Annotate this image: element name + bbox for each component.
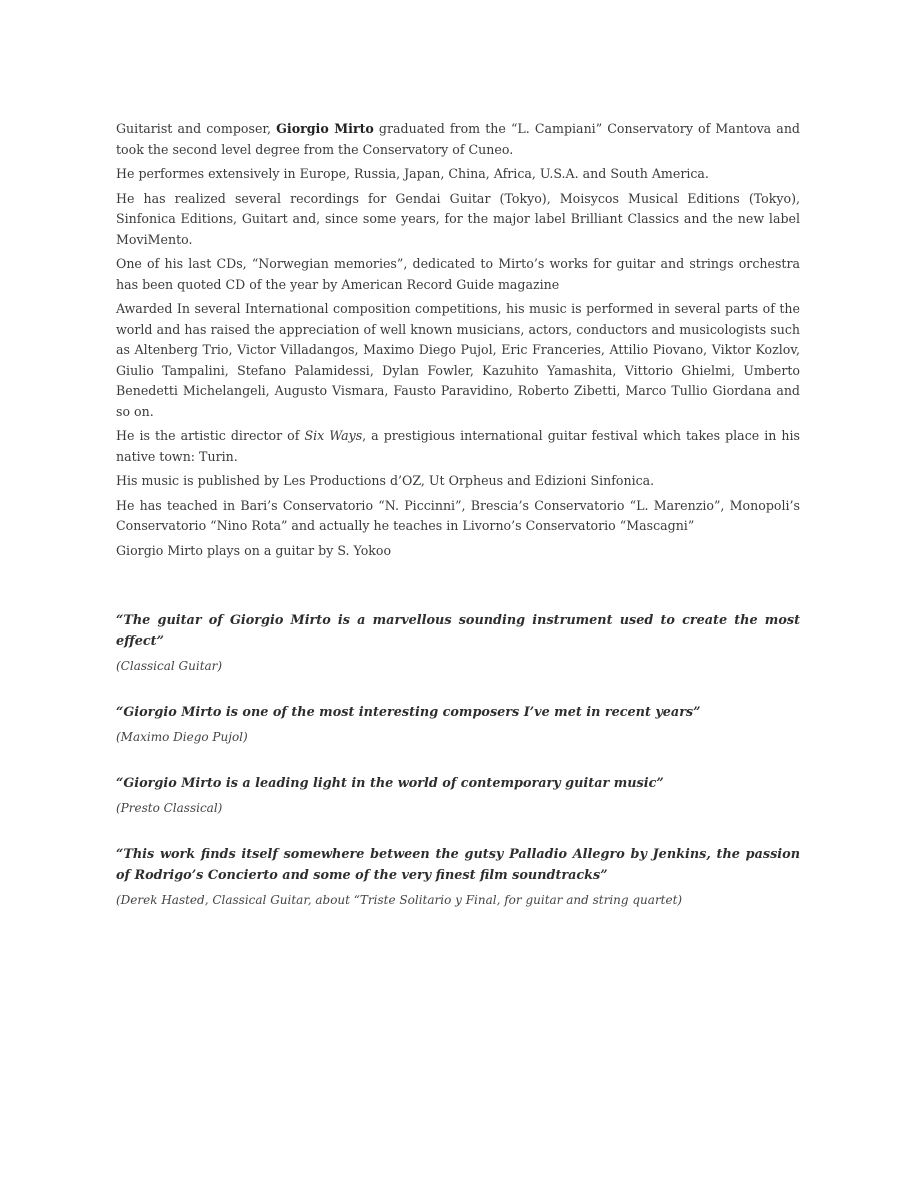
- quote-text: “The guitar of Giorgio Mirto is a marvellous sounding instrument used to create the most effect”: [116, 613, 800, 649]
- quote-text: “Giorgio Mirto is one of the most interesting composers I’ve met in recent years”: [116, 705, 701, 720]
- bio-paragraph-performances: He performes extensively in Europe, Russia, Japan, China, Africa, U.S.A. and South America.: [116, 166, 709, 181]
- bio-paragraph-awards: Awarded In several International composition competitions, his music is performed in several parts of the world and has raised the appreciation of well known musicians, actors, conductors and musicologists such as Altenberg Trio, Victor Villadangos, Maximo Diego Pujol, Eric Franceries, Attilio Piovano, Viktor Kozlov, Giulio Tampalini, Stefano Palamidessi, Dylan Fowler, Kazuhito Yamashita, Vittorio Ghielmi, Umberto Benedetti Michelangeli, Augusto Vismara, Fausto Paravidino, Roberto Zibetti, Marco Tullio Giordana and so on.: [116, 301, 800, 419]
- quote-source: (Maximo Diego Pujol): [116, 730, 248, 744]
- artist-name: Giorgio Mirto: [276, 121, 374, 136]
- bio-paragraph-festival: He is the artistic director of Six Ways, a prestigious international guitar festival which takes place in his native town: Turin.: [116, 428, 800, 464]
- quote-block: [116, 773, 800, 818]
- press-quotes-section: [116, 610, 800, 936]
- bio-paragraph-publishers: His music is published by Les Productions d’OZ, Ut Orpheus and Edizioni Sinfonica.: [116, 473, 655, 488]
- quote-source: (Presto Classical): [116, 801, 223, 815]
- quote-source: (Classical Guitar): [116, 659, 223, 673]
- bio-paragraph-recordings: He has realized several recordings for Gendai Guitar (Tokyo), Moisycos Musical Editions (Tokyo), Sinfonica Editions, Guitart and, since some years, for the major label Brilliant Classics and the new label MoviMento.: [116, 190, 800, 247]
- quote-text: “This work finds itself somewhere between the gutsy Palladio Allegro by Jenkins, the passion of Rodrigo’s Concierto and some of the very finest film soundtracks”: [116, 847, 800, 883]
- bio-paragraph-teaching: He has teached in Bari’s Conservatorio “N. Piccinni”, Brescia’s Conservatorio “L. Marenzio”, Monopoli’s Conservatorio “Nino Rota” and actually he teaches in Livorno’s Conservatorio “Mascagni”: [116, 497, 800, 533]
- quote-source: (Derek Hasted, Classical Guitar, about “Triste Solitario y Final, for guitar and string quartet): [116, 893, 683, 907]
- bio-paragraph-cd: One of his last CDs, “Norwegian memories”, dedicated to Mirto’s works for guitar and strings orchestra has been quoted CD of the year by American Record Guide magazine: [116, 256, 800, 292]
- festival-name: Six Ways: [304, 428, 363, 443]
- bio-paragraph-intro: Guitarist and composer, Giorgio Mirto graduated from the “L. Campiani” Conservatory of Mantova and took the second level degree from the Conservatory of Cuneo.: [116, 121, 800, 157]
- bio-paragraph-guitar: Giorgio Mirto plays on a guitar by S. Yokoo: [116, 542, 392, 558]
- quote-block: [116, 844, 800, 910]
- quote-text: “Giorgio Mirto is a leading light in the world of contemporary guitar music”: [116, 776, 664, 791]
- quote-block: [116, 610, 800, 676]
- quote-block: [116, 702, 800, 747]
- biography-section: [116, 119, 800, 565]
